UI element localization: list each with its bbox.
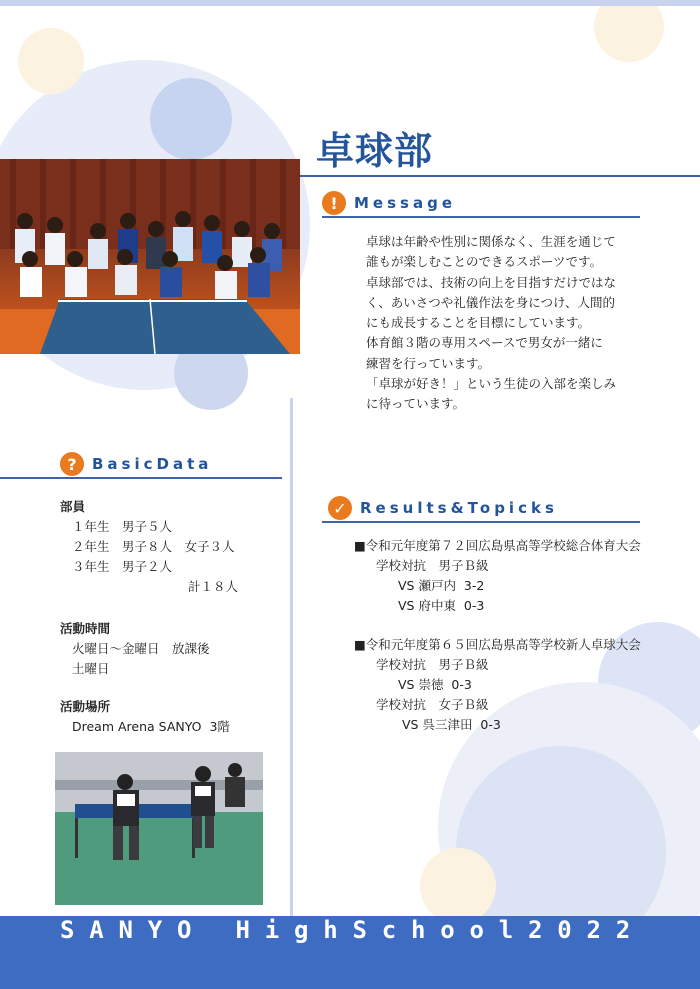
members-total: 計１８人 [188, 579, 239, 594]
event-category: 学校対抗 男子Ｂ級 [376, 657, 489, 672]
bg-circle-cream-top [594, 0, 664, 62]
event-name: ■令和元年度第７２回広島県高等学校総合体育大会 [354, 538, 641, 553]
place-value: Dream Arena SANYO 3階 [72, 719, 230, 734]
message-underline [322, 216, 640, 218]
bg-circle-bottom-cream [420, 848, 496, 924]
results-underline [322, 521, 640, 523]
question-icon: ? [60, 452, 84, 476]
place-heading: 活動場所 [60, 699, 111, 714]
bg-circle-blue [150, 78, 232, 160]
message-line: に待っています。 [366, 396, 466, 412]
page-title: 卓球部 [316, 129, 434, 173]
match-result: VS 瀬戸内 3-2 [398, 578, 485, 593]
members-heading: 部員 [60, 499, 86, 514]
bg-circle-cream [18, 28, 84, 94]
members-row: ２年生 男子８人 女子３人 [72, 539, 235, 554]
message-line: 「卓球が好き！」という生徒の入部を楽しみ [366, 376, 617, 392]
basicdata-underline [0, 477, 282, 479]
team-photo-illustration [0, 159, 300, 354]
message-line: 卓球部では、技術の向上を目指すだけではな [366, 274, 617, 290]
members-row: １年生 男子５人 [72, 519, 173, 534]
title-underline [300, 175, 700, 177]
results-event2 [354, 635, 641, 735]
basicdata-heading [60, 452, 212, 476]
match-result: VS 呉三津田 0-3 [402, 717, 501, 732]
footer-text: SANYO HighSchool2022 [60, 916, 645, 944]
exclamation-icon: ! [322, 191, 346, 215]
time-heading: 活動時間 [60, 621, 111, 636]
message-line: 卓球は年齢や性別に関係なく、生涯を通じて [366, 234, 616, 249]
results-event1 [354, 536, 641, 616]
match-result: VS 府中東 0-3 [398, 598, 485, 613]
top-bar [0, 0, 700, 6]
message-line: 練習を行っています。 [366, 355, 491, 371]
results-heading [328, 496, 558, 520]
members-row: ３年生 男子２人 [72, 559, 173, 574]
match-photo [55, 752, 263, 905]
message-body [366, 232, 628, 415]
team-photo [0, 159, 300, 354]
basicdata-heading-label: BasicData [92, 455, 213, 473]
match-photo-illustration [55, 752, 263, 905]
message-line: 誰もが楽しむことのできるスポーツです。 [366, 254, 603, 270]
message-heading-label: Message [354, 194, 456, 212]
check-icon: ✓ [328, 496, 352, 520]
column-divider [290, 398, 293, 918]
message-heading [322, 191, 456, 215]
results-heading-label: Results&Topicks [360, 499, 558, 517]
message-line: く、あいさつや礼儀作法を身につけ、人間的 [366, 294, 616, 310]
event-category: 学校対抗 女子Ｂ級 [376, 697, 489, 712]
match-result: VS 崇徳 0-3 [398, 677, 472, 692]
event-category: 学校対抗 男子Ｂ級 [376, 558, 489, 573]
message-line: 体育館３階の専用スペースで男女が一緒に [366, 335, 603, 351]
time-row: 火曜日～金曜日 放課後 [72, 641, 210, 656]
time-row: 土曜日 [72, 661, 110, 676]
message-line: にも成長することを目標にしています。 [366, 315, 591, 331]
event-name: ■令和元年度第６５回広島県高等学校新人卓球大会 [354, 637, 641, 652]
